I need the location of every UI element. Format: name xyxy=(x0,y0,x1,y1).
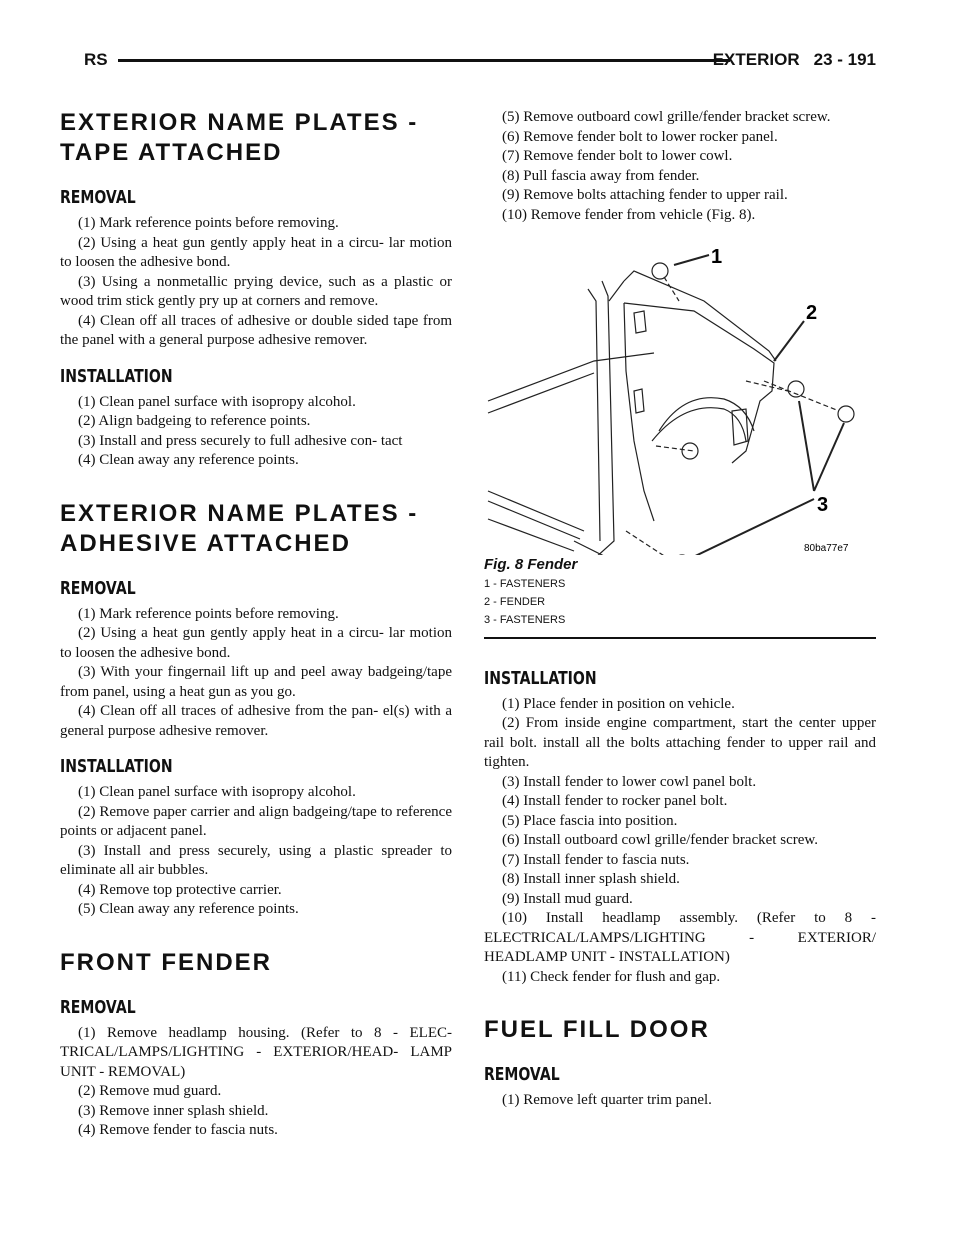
step: (3) Remove inner splash shield. xyxy=(78,1102,269,1119)
header-rule xyxy=(118,59,730,62)
subheading-installation: INSTALLATION xyxy=(60,756,173,777)
legend-item: 1 - FASTENERS xyxy=(484,577,566,590)
subheading-removal: REMOVAL xyxy=(484,1064,560,1085)
right-column xyxy=(484,108,876,1111)
step: (8) Install inner splash shield. xyxy=(502,871,680,887)
step: (9) Remove bolts attaching fender to upper rail. xyxy=(502,187,788,203)
figure-id: 80ba77e7 xyxy=(804,543,849,554)
step: (2) Using a heat gun gently apply heat in a circu- lar motion to loosen the adhesive bond. xyxy=(60,234,452,270)
step: (9) Install mud guard. xyxy=(502,890,633,907)
step: (5) Remove outboard cowl grille/fender bracket screw. xyxy=(502,109,831,125)
section-title-tape: EXTERIOR NAME PLATES - TAPE ATTACHED xyxy=(60,109,419,166)
step: (2) Align badgeing to reference points. xyxy=(78,413,311,429)
step: (1) Mark reference points before removing. xyxy=(78,215,339,231)
step: (3) Install and press securely, using a plastic spreader to eliminate all air bubbles. xyxy=(60,842,452,878)
subheading-removal: REMOVAL xyxy=(60,996,136,1018)
step: (11) Check fender for flush and gap. xyxy=(502,968,721,985)
step: (6) Install outboard cowl grille/fender bracket screw. xyxy=(502,832,818,848)
left-column xyxy=(60,108,452,1141)
subheading-installation: INSTALLATION xyxy=(60,365,173,387)
header-page-number: 23 - 191 xyxy=(813,50,876,69)
step: (10) Remove fender from vehicle (Fig. 8). xyxy=(502,206,756,223)
step: (7) Install fender to fascia nuts. xyxy=(502,851,690,868)
step: (4) Remove top protective carrier. xyxy=(78,881,282,898)
legend-item: 3 - FASTENERS xyxy=(484,613,566,626)
step: (4) Clean away any reference points. xyxy=(78,452,299,468)
step: (1) Remove left quarter trim panel. xyxy=(502,1092,712,1108)
callout-2: 2 xyxy=(806,302,818,324)
figure-legend xyxy=(484,575,876,629)
step: (4) Install fender to rocker panel bolt. xyxy=(502,793,728,809)
header-left: RS xyxy=(84,50,108,69)
page-header xyxy=(84,44,876,74)
step: (6) Remove fender bolt to lower rocker panel. xyxy=(502,128,778,145)
step: (10) Install headlamp assembly. (Refer to 8 - ELECTRICAL/LAMPS/LIGHTING - EXTERIOR/ HEADLAMP UNIT - INSTALLATION) xyxy=(484,910,876,965)
step: (4) Clean off all traces of adhesive or double sided tape from the panel with a general purpose adhesive remover. xyxy=(60,312,452,348)
step: (2) Remove mud guard. xyxy=(78,1083,222,1099)
header-section: EXTERIOR xyxy=(712,50,800,69)
figure-rule xyxy=(484,637,876,639)
step: (1) Remove headlamp housing. (Refer to 8 - ELEC- TRICAL/LAMPS/LIGHTING - EXTERIOR/HEAD- LAMP UNIT - REMOVAL) xyxy=(60,1024,452,1080)
subheading-removal: REMOVAL xyxy=(60,187,136,208)
step: (5) Place fascia into position. xyxy=(502,812,678,829)
step: (8) Pull fascia away from fender. xyxy=(502,167,700,184)
header-right xyxy=(713,50,876,70)
fender-figure xyxy=(484,241,876,555)
step: (5) Clean away any reference points. xyxy=(78,901,299,917)
callout-3: 3 xyxy=(817,494,829,516)
step: (7) Remove fender bolt to lower cowl. xyxy=(502,148,733,164)
step: (3) With your fingernail lift up and peel away badgeing/tape from panel, using a heat gun as you go. xyxy=(60,664,452,700)
section-title-front-fender: FRONT FENDER xyxy=(60,948,272,976)
step: (4) Clean off all traces of adhesive from the pan- el(s) with a general purpose adhesive remover. xyxy=(60,703,452,739)
step: (1) Clean panel surface with isopropy alcohol. xyxy=(78,784,356,800)
step: (3) Install and press securely to full adhesive con- tact xyxy=(78,432,403,449)
step: (2) Using a heat gun gently apply heat in a circu- lar motion to loosen the adhesive bond. xyxy=(60,625,452,661)
fender-illustration xyxy=(484,241,876,555)
step: (3) Using a nonmetallic prying device, such as a plastic or wood trim stick gently pry up at corners and remove. xyxy=(60,273,452,309)
step: (1) Mark reference points before removing. xyxy=(78,605,339,622)
step: (1) Clean panel surface with isopropy alcohol. xyxy=(78,393,356,410)
section-title-fuel-fill-door: FUEL FILL DOOR xyxy=(484,1016,710,1043)
subheading-removal: REMOVAL xyxy=(60,577,136,599)
subheading-installation: INSTALLATION xyxy=(484,667,597,689)
section-title-adhesive: EXTERIOR NAME PLATES - ADHESIVE ATTACHED xyxy=(60,499,419,557)
step: (2) Remove paper carrier and align badgeing/tape to reference points or adjacent panel. xyxy=(60,803,452,839)
step: (1) Place fender in position on vehicle. xyxy=(502,695,735,712)
legend-item: 2 - FENDER xyxy=(484,595,546,608)
callout-1: 1 xyxy=(711,246,723,268)
step: (4) Remove fender to fascia nuts. xyxy=(78,1122,278,1138)
step: (3) Install fender to lower cowl panel bolt. xyxy=(502,773,757,790)
step: (2) From inside engine compartment, start the center upper rail bolt. install all the bolts attaching fender to upper rail and tighten. xyxy=(484,715,876,770)
figure-caption: Fig. 8 Fender xyxy=(484,556,578,573)
